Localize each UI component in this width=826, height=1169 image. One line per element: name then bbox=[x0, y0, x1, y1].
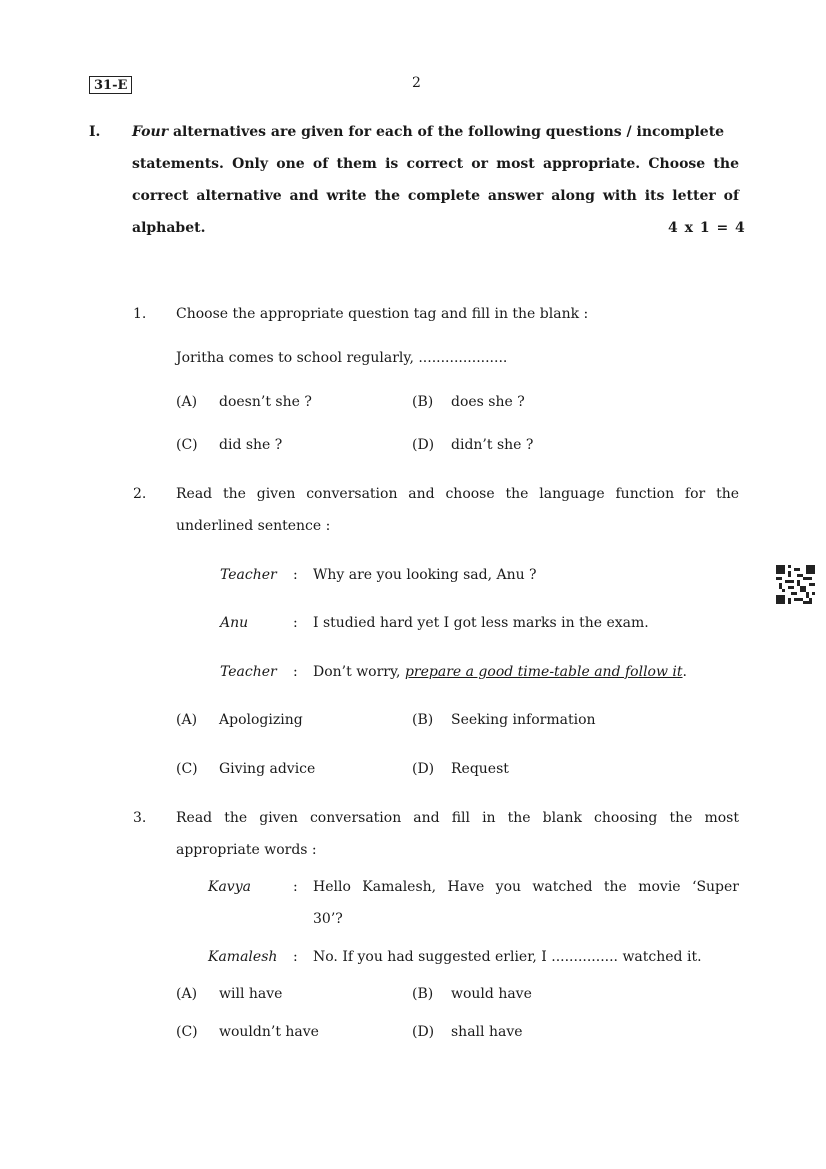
dialogue-colon: : bbox=[293, 615, 298, 631]
dialogue-speaker: Teacher bbox=[220, 567, 277, 583]
paper-code: 31-E bbox=[89, 76, 132, 94]
dialogue-line: Hello Kamalesh, Have you watched the movie ‘Super bbox=[313, 879, 739, 895]
dialogue-speaker: Kavya bbox=[208, 879, 251, 895]
question-2-option-a-letter: (A) bbox=[176, 712, 198, 728]
question-1-sentence: Joritha comes to school regularly, .................... bbox=[176, 350, 508, 366]
dialogue-colon: : bbox=[293, 567, 298, 583]
question-2-option-a: Apologizing bbox=[219, 712, 303, 728]
question-2-text-line-1: Read the given conversation and choose the language function for the bbox=[176, 486, 739, 502]
question-3-option-a-letter: (A) bbox=[176, 986, 198, 1002]
dialogue-line-end: . bbox=[682, 664, 687, 680]
dialogue-speaker: Teacher bbox=[220, 664, 277, 680]
instruction-line-3: correct alternative and write the complete answer along with its letter of bbox=[132, 188, 739, 204]
question-1-option-a: doesn’t she ? bbox=[219, 394, 312, 410]
question-2-option-c: Giving advice bbox=[219, 761, 316, 777]
question-1-option-c: did she ? bbox=[219, 437, 283, 453]
question-1-number: 1. bbox=[133, 306, 147, 322]
question-2-option-b: Seeking information bbox=[451, 712, 596, 728]
question-2-text-line-2: underlined sentence : bbox=[176, 518, 331, 534]
dialogue-colon: : bbox=[293, 664, 298, 680]
question-3-option-b-letter: (B) bbox=[412, 986, 434, 1002]
dialogue-speaker: Kamalesh bbox=[208, 949, 278, 965]
dialogue-line-continued: 30’? bbox=[313, 911, 343, 927]
question-1-option-b: does she ? bbox=[451, 394, 525, 410]
qr-code-icon bbox=[776, 565, 815, 604]
question-1-option-c-letter: (C) bbox=[176, 437, 198, 453]
dialogue-line: I studied hard yet I got less marks in the exam. bbox=[313, 615, 649, 631]
question-2-option-c-letter: (C) bbox=[176, 761, 198, 777]
question-2-option-b-letter: (B) bbox=[412, 712, 434, 728]
question-3-option-c: wouldn’t have bbox=[219, 1024, 319, 1040]
dialogue-line: No. If you had suggested erlier, I ............... watched it. bbox=[313, 949, 702, 965]
question-3-option-d-letter: (D) bbox=[412, 1024, 435, 1040]
question-2-option-d-letter: (D) bbox=[412, 761, 435, 777]
question-3-option-b: would have bbox=[451, 986, 532, 1002]
question-1-option-b-letter: (B) bbox=[412, 394, 434, 410]
question-3-text-line-1: Read the given conversation and fill in the blank choosing the most bbox=[176, 810, 739, 826]
dialogue-colon: : bbox=[293, 949, 298, 965]
instruction-line-4: alphabet. bbox=[132, 220, 206, 236]
question-3-option-d: shall have bbox=[451, 1024, 523, 1040]
dialogue-line-plain: Don’t worry, bbox=[313, 664, 405, 680]
page-number: 2 bbox=[412, 75, 421, 91]
question-2-number: 2. bbox=[133, 486, 147, 502]
question-2-option-d: Request bbox=[451, 761, 509, 777]
instruction-line-1-text: alternatives are given for each of the following questions / incomplete bbox=[168, 124, 725, 140]
instruction-lead: Four bbox=[132, 124, 169, 140]
question-3-number: 3. bbox=[133, 810, 147, 826]
question-3-text-line-2: appropriate words : bbox=[176, 842, 317, 858]
dialogue-line: Why are you looking sad, Anu ? bbox=[313, 567, 537, 583]
question-1-option-a-letter: (A) bbox=[176, 394, 198, 410]
question-1-option-d-letter: (D) bbox=[412, 437, 435, 453]
dialogue-line bbox=[313, 664, 687, 680]
dialogue-colon: : bbox=[293, 879, 298, 895]
section-number: I. bbox=[89, 124, 101, 140]
instruction-line-1 bbox=[132, 124, 739, 140]
question-3-option-a: will have bbox=[219, 986, 283, 1002]
instruction-line-2: statements. Only one of them is correct or most appropriate. Choose the bbox=[132, 156, 739, 172]
question-1-option-d: didn’t she ? bbox=[451, 437, 534, 453]
underlined-sentence: prepare a good time-table and follow it bbox=[404, 664, 683, 680]
question-3-option-c-letter: (C) bbox=[176, 1024, 198, 1040]
question-1-text: Choose the appropriate question tag and fill in the blank : bbox=[176, 306, 589, 322]
marks-label: 4 x 1 = 4 bbox=[668, 220, 746, 236]
dialogue-speaker: Anu bbox=[220, 615, 249, 631]
